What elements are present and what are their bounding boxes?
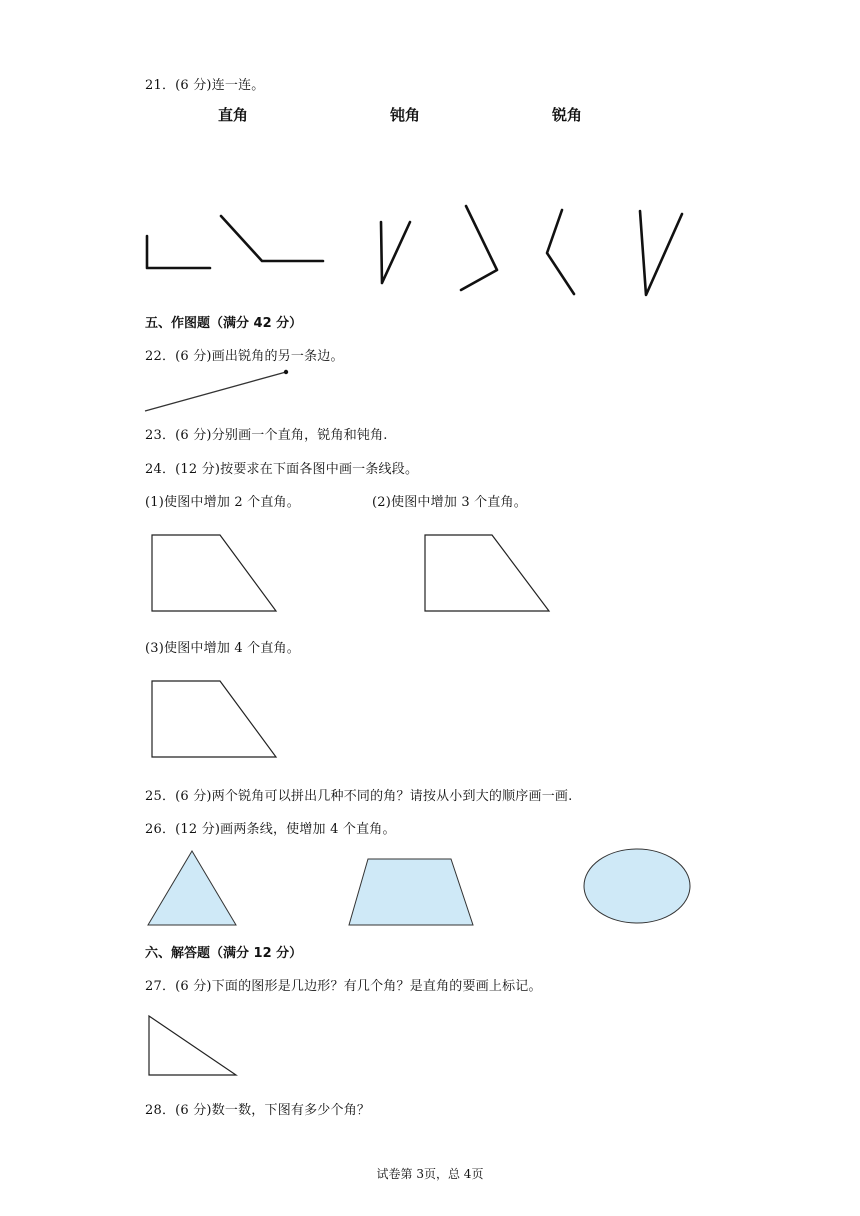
angle-figure-3	[381, 222, 410, 283]
triangle-shape	[148, 851, 236, 925]
question-21: 21．(6 分)连一连。	[145, 78, 265, 93]
acute-angle-ray	[145, 370, 288, 411]
label-right-angle: 直角	[218, 106, 249, 124]
section-6-title: 六、解答题（满分 12 分）	[145, 946, 303, 961]
question-23: 23．(6 分)分别画一个直角，锐角和钝角.	[145, 428, 388, 443]
ellipse-shape	[584, 849, 690, 923]
angle-figure-4	[461, 206, 497, 290]
label-obtuse-angle: 钝角	[390, 106, 421, 124]
question-28: 28．(6 分)数一数，下图有多少个角？	[145, 1103, 371, 1118]
label-acute-angle: 锐角	[552, 106, 583, 124]
question-27: 27．(6 分)下面的图形是几边形？有几个角？是直角的要画上标记。	[145, 979, 542, 994]
right-triangle	[149, 1016, 236, 1075]
angle-figure-2	[221, 216, 323, 261]
question-24: 24．(12 分)按要求在下面各图中画一条线段。	[145, 462, 419, 477]
angle-figure-6	[640, 211, 682, 295]
question-24-sub-2: (2)使图中增加 3 个直角。	[372, 495, 527, 510]
page-footer: 试卷第 3页，总 4页	[376, 1167, 484, 1181]
section-5-title: 五、作图题（满分 42 分）	[145, 316, 303, 331]
trapezoid-2	[425, 535, 549, 611]
trapezoid-3	[152, 681, 276, 757]
question-22: 22．(6 分)画出锐角的另一条边。	[145, 349, 344, 364]
question-24-sub-1: (1)使图中增加 2 个直角。	[145, 495, 300, 510]
question-26: 26．(12 分)画两条线，使增加 4 个直角。	[145, 822, 396, 837]
angle-figure-1	[147, 236, 210, 268]
trapezoid-1	[152, 535, 276, 611]
angle-figure-5	[547, 210, 574, 294]
trapezoid-shape	[349, 859, 473, 925]
question-24-sub-3: (3)使图中增加 4 个直角。	[145, 641, 300, 656]
question-25: 25．(6 分)两个锐角可以拼出几种不同的角？请按从小到大的顺序画一画.	[145, 789, 573, 804]
